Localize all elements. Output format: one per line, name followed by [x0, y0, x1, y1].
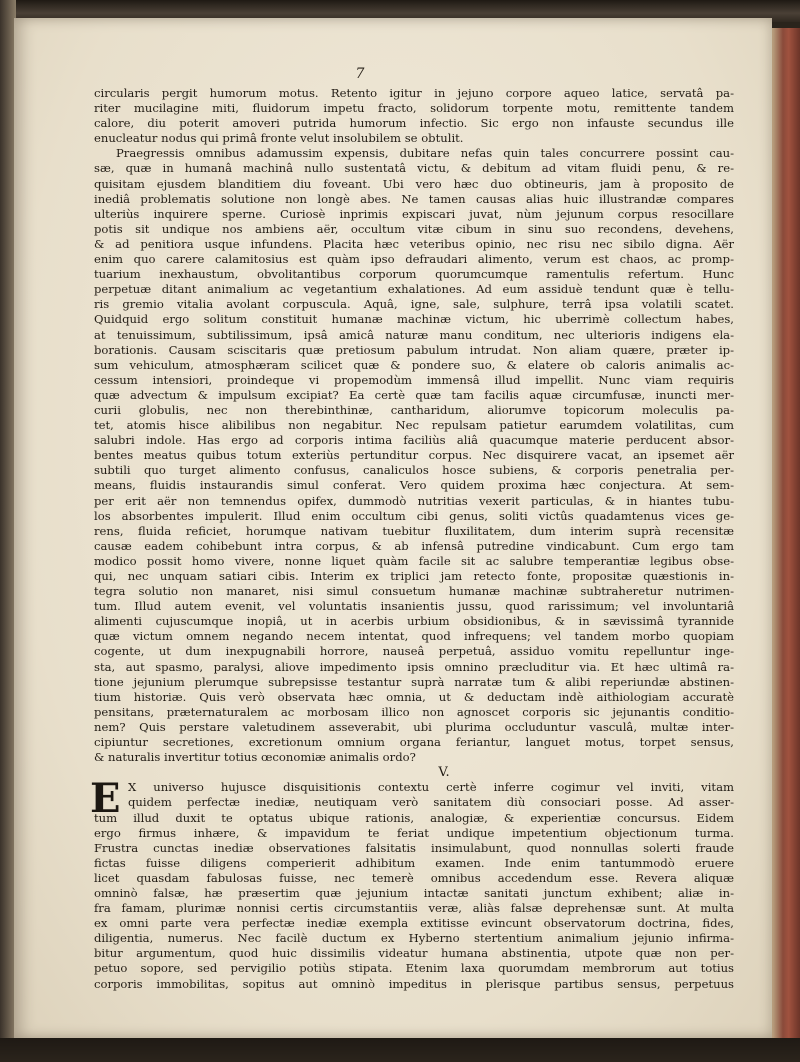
- text-line: enim quo carere calamitosius est quàm ipso defraudari alimento, verum est chaos, ac promp-: [94, 252, 734, 267]
- section-heading: V.: [438, 765, 450, 781]
- text-line: rens, fluida reficiet, horumque nativam tuebitur fluxilitatem, dum interim suprà recensitæ: [94, 523, 734, 538]
- text-line: omninò falsæ, hæ præsertim quæ jejunium intactæ sanitati junctum exhibent; aliæ in-: [94, 885, 734, 900]
- page-number: 7: [355, 66, 365, 82]
- text-line: Praegressis omnibus adamussim expensis, dubitare nefas quin tales concurrere possint cau-: [116, 146, 734, 161]
- paragraph-2: [94, 146, 734, 765]
- text-line: petuo sopore, sed pervigilio potiùs stipata. Etenim laxa quorumdam membrorum aut totius: [94, 961, 734, 976]
- text-line: & ad penitiora usque infundens. Placita hæc veteribus opinio, nec risu nec sibilo digna. Aër: [94, 236, 734, 251]
- text-line: cogente, ut dum inexpugnabili horrore, nauseâ perpetuâ, assiduo vomitu repelluntur inge-: [94, 644, 734, 659]
- text-line: ris gremio vitalia avolant corpuscula. Aquâ, igne, sale, sulphure, terrâ ipsa volatili scatet.: [94, 297, 734, 312]
- text-line: riter mucilagine miti, fluidorum impetu fracto, solidorum torpente motu, remittente tandem: [94, 101, 734, 116]
- text-line: nem? Quis perstare valetudinem asseverabit, ubi plurima occluduntur vasculâ, multæ inter-: [94, 719, 734, 734]
- text-line: alimenti cujuscumque inopiâ, ut in acerbis urbium obsidionibus, & in sævissimâ tyrannide: [94, 614, 734, 629]
- text-line: borationis. Causam sciscitaris quæ pretiosum pabulum intrudat. Non aliam quære, præter ip-: [94, 342, 734, 357]
- text-line: Frustra cunctas inediæ observationes falsitatis insimulabunt, quod nonnullas solerti fraude: [94, 840, 734, 855]
- text-line: qui, nec unquam satiari cibis. Interim ex triplici jam retecto fonte, propositæ quæstionis in-: [94, 569, 734, 583]
- text-line: tione jejunium plerumque subrepsisse testantur suprà narratæ tum & alibi reperiundæ abstinen-: [94, 674, 734, 689]
- text-line: licet quasdam fabulosas fuisse, nec temerè omnibus accedendum esse. Revera aliquæ: [94, 870, 734, 885]
- text-line: & naturalis invertitur totius œconomiæ animalis ordo?: [94, 750, 416, 765]
- text-line: sum vehiculum, atmosphæram scilicet quæ & pondere suo, & elatere ob caloris animalis ac-: [94, 357, 734, 372]
- text-line: bitur argumentum, quod huic dissimilis videatur humana abstinentia, utpote quæ non per-: [94, 946, 734, 961]
- text-line: tium historiæ. Quis verò observata hæc omnia, ut & deductam indè aithiologiam accuratè: [94, 689, 734, 704]
- text-line: los absorbentes impulerit. Illud enim occultum cibi genus, soliti victûs quadamtenus vices ge-: [94, 508, 734, 523]
- text-line: potis sit undique nos ambiens aër, occultum vitæ cibum in sinu suo recondens, devehens,: [94, 221, 734, 236]
- text-line: enucleatur nodus qui primâ fronte velut insolubilem se obtulit.: [94, 131, 464, 146]
- paragraph-1: [94, 86, 734, 146]
- text-line: modico possit homo vivere, nonne liquet quàm facile sit ac salubre temperantiæ legibus obse-: [94, 553, 734, 568]
- text-line: cessum intensiori, proindeque vi propemodùm immensâ illud impellit. Nunc viam requiris: [94, 372, 734, 387]
- text-line: causæ eadem cohibebunt intra corpus, & ab infensâ putredine vindicabunt. Cum ergo tam: [94, 538, 734, 553]
- text-line: quidem perfectæ inediæ, neutiquam verò sanitatem diù consociari posse. Ad asser-: [128, 795, 734, 810]
- text-line: Quidquid ergo solitum constituit humanæ machinæ victum, hic uberrimè collectum habes,: [94, 312, 734, 327]
- text-line: calore, diu poterit amoveri putrida humorum infectio. Sic ergo non infauste secundus ille: [94, 116, 734, 131]
- text-line: fra famam, plurimæ nonnisi certis circumstantiis veræ, aliàs falsæ deprehensæ sunt. At multa: [94, 901, 734, 916]
- body-text: [90, 86, 734, 992]
- text-line: quæ advectum & impulsum excipiat? Ea certè quæ tam facilis aquæ circumfusæ, inuncti mer-: [94, 387, 734, 402]
- paragraph-3: [94, 811, 734, 992]
- text-line: inediâ problematis solutione non longè abes. Ne tamen causas alias huic illustrandæ compares: [94, 191, 734, 206]
- text-line: salubri indole. Has ergo ad corporis intima faciliùs aliâ quacumque materie perducent absor-: [94, 433, 734, 448]
- text-line: quæ victum omnem negando necem intentat, quod infrequens; vel tandem morbo quopiam: [94, 629, 734, 644]
- paragraph-3-first-lines: [94, 780, 734, 810]
- text-line: subtili quo turget alimento confusus, canaliculos hosce subiens, & corporis penetralia per-: [94, 463, 734, 478]
- text-line: ex omni parte vera perfectæ inediæ exempla extitisse evincunt observatorum doctrina, fides,: [94, 916, 734, 931]
- text-line: tegra solutio non manaret, nisi simul consuetum humanæ machinæ subtraheretur nutrimen-: [94, 584, 734, 599]
- text-line: bentes meatus quibus totum exteriùs pertunditur corpus. Nec disquirere vacat, an ipsemet aër: [94, 448, 734, 463]
- text-line: curii globulis, nec non therebinthinæ, cantharidum, aliorumve topicorum moleculis pa-: [94, 402, 734, 417]
- text-line: tum. Illud autem evenit, vel voluntatis insanientis jussu, quod rarissimum; vel involuntariâ: [94, 599, 734, 614]
- text-line: per erit aër non temnendus opifex, dummodò nutritias vexerit particulas, & in hiantes tubu-: [94, 493, 734, 508]
- text-line: means, fluidis instaurandis simul conferat. Vero quidem proxima hæc conjectura. At sem-: [94, 478, 734, 493]
- text-line: ulteriùs inquirere sperne. Curiosè inprimis expiscari juvat, nùm jejunum corpus resocillare: [94, 206, 734, 221]
- drop-cap: E: [90, 775, 121, 823]
- text-line: at tenuissimum, subtilissimum, ipsâ amicâ naturæ manu conditum, nec ulterioris indigens ela-: [94, 327, 734, 342]
- text-line: fictas fuisse diligens comperierit adhibitum examen. Inde enim tantummodò eruere: [94, 855, 734, 870]
- text-line: sæ, quæ in humanâ machinâ nullo sustentatâ victu, & debitum ad vitam fluidi penu, & re-: [94, 161, 734, 176]
- text-line: X universo hujusce disquisitionis contextu certè inferre cogimur vel inviti, vitam: [128, 780, 734, 795]
- text-line: circularis pergit humorum motus. Retento igitur in jejuno corpore aqueo latice, servatâ pa-: [94, 86, 734, 100]
- text-line: quisitam ejusdem blanditiem diu foveant. Ubi vero hæc duo obtineuris, jam à proposito de: [94, 176, 734, 191]
- text-line: cipiuntur secretiones, excretionum omnium organa feriantur, languet motus, torpet sensus,: [94, 735, 734, 750]
- text-line: diligentia, numerus. Nec facilè ductum ex Hyberno stertentium animalium jejunio infirma-: [94, 931, 734, 946]
- bottom-shadow: [0, 1038, 800, 1062]
- text-line: pensitans, præternaturalem ac morbosam illico non agnoscet corporis sic jejunantis conditio-: [94, 704, 734, 719]
- text-line: ergo firmus inhære, & impavidum te feriat undique impetentium objectionum turma.: [94, 825, 734, 840]
- text-line: tuarium inexhaustum, obvolitantibus corporum quorumcumque ramentulis refertum. Hunc: [94, 267, 734, 282]
- text-line: sta, aut spasmo, paralysi, aliove impedimento ipsis omnino præcluditur via. Et hæc ultimâ ra-: [94, 659, 734, 674]
- text-line: tet, atomis hisce alibilibus non negabitur. Nec repulsam patietur earumdem volatilitas, cum: [94, 418, 734, 433]
- text-line: tum illud duxit te optatus ubique rationis, analogiæ, & experientiæ concursus. Eidem: [94, 810, 734, 825]
- text-line: perpetuæ ditant animalium ac vegetantium exhalationes. Ad eum assiduè tendunt quæ è tellu-: [94, 282, 734, 297]
- text-line: corporis immobilitas, sopitus aut omninò impeditus in plerisque partibus sensus, perpetuus: [94, 976, 734, 991]
